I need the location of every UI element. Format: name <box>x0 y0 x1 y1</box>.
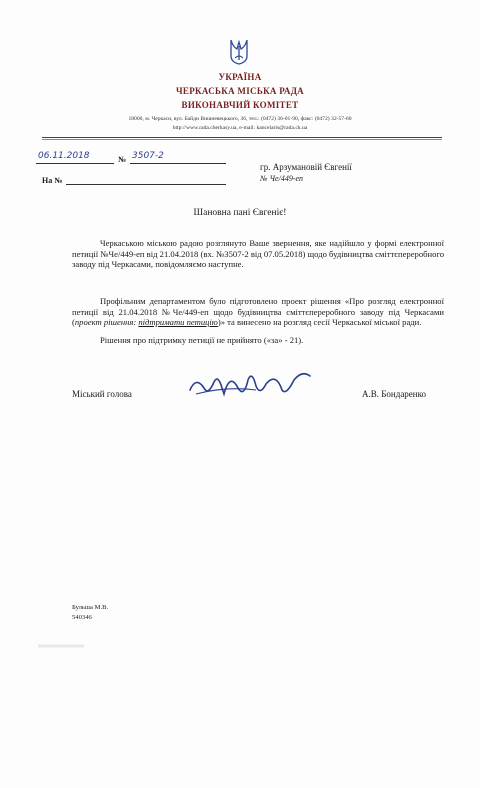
addressee-ref: № Че/449-еп <box>260 174 304 183</box>
number-underline <box>130 163 226 164</box>
addressee-name: гр. Арзумановій Євгенії <box>260 162 352 172</box>
signatory-name: А.В. Бондаренко <box>362 389 427 399</box>
signatory-position: Міський голова <box>72 389 132 399</box>
reply-label: На № <box>42 176 63 185</box>
paragraph-3: Рішення про підтримку петиції не прийнято («за» - 21). <box>100 335 304 345</box>
header-council: ЧЕРКАСЬКА МІСЬКА РАДА <box>176 86 304 96</box>
paragraph-2 <box>72 296 444 328</box>
registration-number: 3507-2 <box>132 151 164 161</box>
header-country: УКРАЇНА <box>218 72 262 82</box>
paragraph-2-text-b: )» та винесено на розгляд сесії Черкаської міської ради. <box>217 317 422 328</box>
header-committee: ВИКОНАВЧИЙ КОМІТЕТ <box>181 100 299 110</box>
paragraph-1: Черкаською міською радою розглянуто Ваше звернення, яке надійшло у формі електронної петиції №Че/449-еп від 21.04.2018 (вх. №3507-2 від 07.05.2018) щодо будівництва сміттєпереробного заводу під Черкасами, повідомляємо наступне. <box>72 238 444 270</box>
registration-date: 06.11.2018 <box>38 151 90 161</box>
paragraph-2-text-a: Профільним департаментом було підготовлено проект рішення «Про розгляд електронної петиції від 21.04.2018 №Че/449-еп щодо будівництва сміттєпереробного заводу під Черкасами ( <box>72 296 444 328</box>
executor-phone: 540346 <box>72 614 92 621</box>
header-rule-thin <box>42 139 442 140</box>
handwritten-signature <box>186 366 316 406</box>
paragraph-2-underlined: підтримати петицію <box>138 317 218 328</box>
header-rule <box>42 137 442 138</box>
ukraine-trident-icon <box>229 38 249 66</box>
date-underline <box>36 163 114 164</box>
greeting: Шановна пані Євгеніє! <box>193 208 287 218</box>
header-address: 18000, м. Черкаси, вул. Байди Вишневецького, 36, тел.: (0472) 36-01-90, факс: (0472) 32-57-60 <box>128 116 352 122</box>
header-web: http://www.rada.cherkasy.ua, e-mail: kancelaris@rada.ck.ua <box>172 125 308 131</box>
executor-name: Бульша М.В. <box>72 604 109 611</box>
faint-mark <box>36 640 86 652</box>
paragraph-2-italic: проект рішення: <box>74 317 139 328</box>
number-label: № <box>118 155 127 164</box>
reply-underline <box>66 184 226 185</box>
